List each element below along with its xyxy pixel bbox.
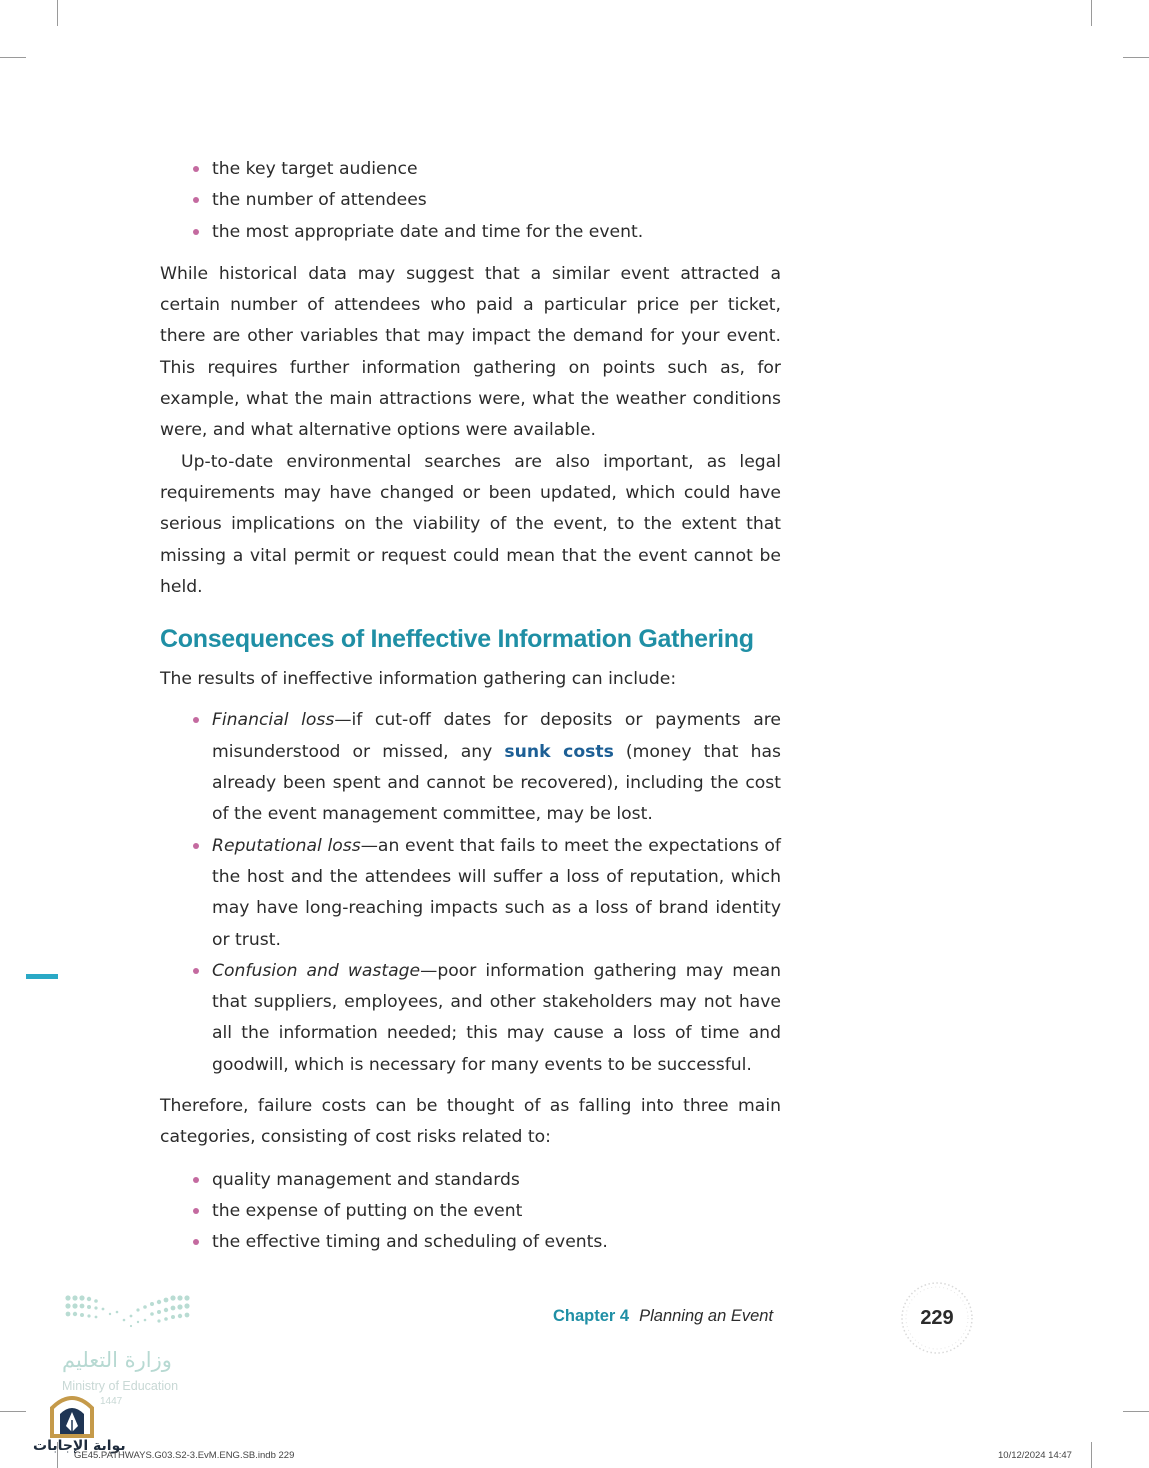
- ministry-name-arabic: وزارة التعليم: [62, 1348, 172, 1372]
- term-reputational-loss: Reputational loss: [212, 835, 361, 856]
- bullet-icon: [193, 843, 199, 849]
- crop-mark: [1091, 0, 1092, 26]
- crop-mark: [0, 1411, 26, 1412]
- watermark-label: بوابة الإجابات: [33, 1438, 126, 1454]
- keyword-sunk-costs: sunk costs: [504, 741, 614, 762]
- crop-mark: [0, 57, 26, 58]
- running-footer: [553, 1307, 773, 1326]
- list-item: the number of attendees: [212, 185, 781, 216]
- list-item: the key target audience: [212, 154, 781, 185]
- bullet-icon: [193, 717, 199, 723]
- ministry-year: 1447: [100, 1396, 123, 1407]
- print-slug-file: GE45.PATHWAYS.G03.S2-3.EvM.ENG.SB.indb 229: [74, 1450, 295, 1461]
- term-financial-loss: Financial loss: [212, 710, 335, 731]
- crop-mark: [1091, 1442, 1092, 1468]
- bullet-icon: [193, 1177, 199, 1183]
- list-item: the effective timing and scheduling of events.: [212, 1227, 781, 1258]
- list-item-confusion-wastage: Confusion and wastage—poor information gathering may mean that suppliers, employees, and other stakeholders may not have all the information needed; this may cause a loss of time and goodwill, which is necessary for many events to be successful.: [212, 956, 781, 1081]
- list-item: the most appropriate date and time for the event.: [212, 217, 781, 248]
- list-item-financial-loss: Financial loss—if cut-off dates for deposits or payments are misunderstood or missed, any sunk costs (money that has already been spent and cannot be recovered), including the cost of the event management committee, may be lost.: [212, 705, 781, 830]
- print-slug-date: 10/12/2024 14:47: [998, 1450, 1072, 1461]
- list-item: quality management and standards: [212, 1165, 781, 1196]
- page-content: [160, 154, 781, 1259]
- page-number: 229: [920, 1306, 954, 1329]
- page-number-badge: [898, 1280, 976, 1356]
- paragraph-results-intro: The results of ineffective information gathering can include:: [160, 669, 677, 690]
- bullet-icon: [193, 197, 199, 203]
- chapter-title: Planning an Event: [639, 1307, 774, 1325]
- paragraph-environmental-searches: Up-to-date environmental searches are also important, as legal requirements may have changed or been updated, which could have serious implications on the viability of the event, to the extent that missing a vital permit or request could mean that the event cannot be held.: [160, 451, 781, 597]
- crop-mark: [57, 0, 58, 26]
- paragraph-historical-data: While historical data may suggest that a similar event attracted a certain number of attendees who paid a particular price per ticket, there are other variables that may impact the demand for your event. This requires further information gathering on points such as, for example, what the main attractions were, what the weather conditions were, and what alternative options were available.: [160, 263, 781, 441]
- chapter-label: Chapter 4: [553, 1307, 630, 1325]
- bullet-icon: [193, 968, 199, 974]
- bullet-icon: [193, 166, 199, 172]
- term-confusion-wastage: Confusion and wastage: [212, 960, 421, 981]
- list-item: the expense of putting on the event: [212, 1196, 781, 1227]
- paragraph-failure-costs: Therefore, failure costs can be thought of as falling into three main categories, consisting of cost risks related to:: [160, 1096, 781, 1148]
- bullet-icon: [193, 229, 199, 235]
- consequences-list: [160, 705, 781, 1081]
- section-heading: Consequences of Ineffective Information Gathering: [160, 625, 754, 654]
- list-item-reputational-loss: Reputational loss—an event that fails to meet the expectations of the host and the attendees will suffer a loss of reputation, which may have long-reaching impacts such as a loss of brand identity or trust.: [212, 831, 781, 956]
- bullet-icon: [193, 1208, 199, 1214]
- chapter-side-tab: [26, 974, 58, 979]
- bullet-icon: [193, 1239, 199, 1245]
- ministry-name-english: Ministry of Education: [62, 1379, 179, 1393]
- crop-mark: [1123, 57, 1149, 58]
- crop-mark: [1123, 1411, 1149, 1412]
- cost-risk-list: [160, 1165, 781, 1259]
- ministry-logo-icon: [62, 1290, 202, 1338]
- intro-bullet-list: [160, 154, 781, 248]
